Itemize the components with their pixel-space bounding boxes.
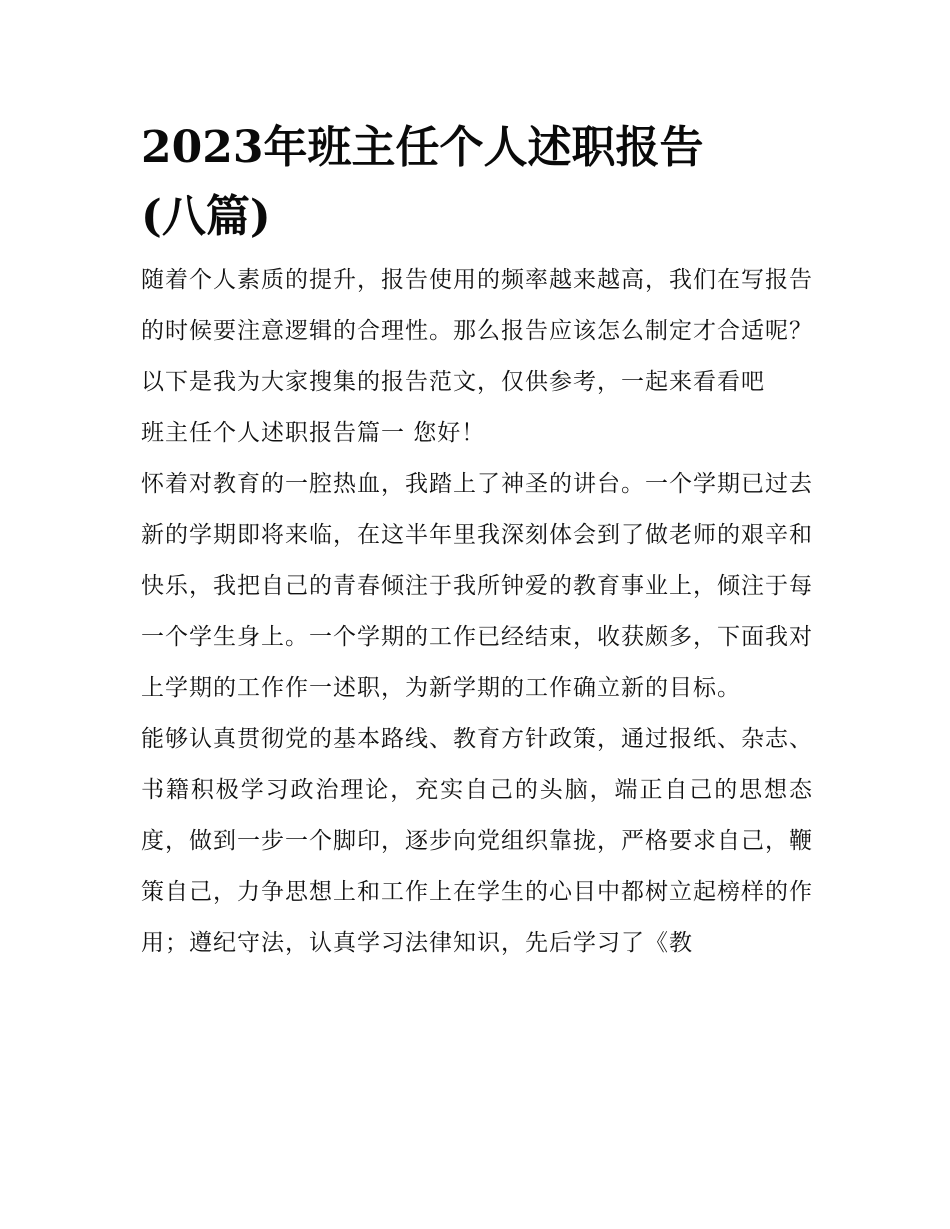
- body-paragraph: 能够认真贯彻党的基本路线、教育方针政策，通过报纸、杂志、书籍积极学习政治理论，充实自己的头脑，端正自己的思想态度，做到一步一个脚印，逐步向党组织靠拢，严格要求自己，鞭策自己，力争思想上和工作上在学生的心目中都树立起榜样的作用；遵纪守法，认真学习法律知识，先后学习了《教: [141, 726, 813, 956]
- document-title: 2023年班主任个人述职报告(八篇): [141, 122, 704, 242]
- body-paragraph: 怀着对教育的一腔热血，我踏上了神圣的讲台。一个学期已过去新的学期即将来临，在这半年里我深刻体会到了做老师的艰辛和快乐，我把自己的青春倾注于我所钟爱的教育事业上，倾注于每一个学生身上。一个学期的工作已经结束，收获颇多，下面我对上学期的工作作一述职，为新学期的工作确立新的目标。: [141, 471, 813, 701]
- intro-paragraph: 随着个人素质的提升，报告使用的频率越来越高，我们在写报告的时候要注意逻辑的合理性。那么报告应该怎么制定才合适呢？以下是我为大家搜集的报告范文，仅供参考，一起来看看吧: [141, 267, 813, 395]
- section-heading-paragraph: 班主任个人述职报告篇一 您好！: [141, 420, 486, 446]
- document-body: [141, 113, 813, 969]
